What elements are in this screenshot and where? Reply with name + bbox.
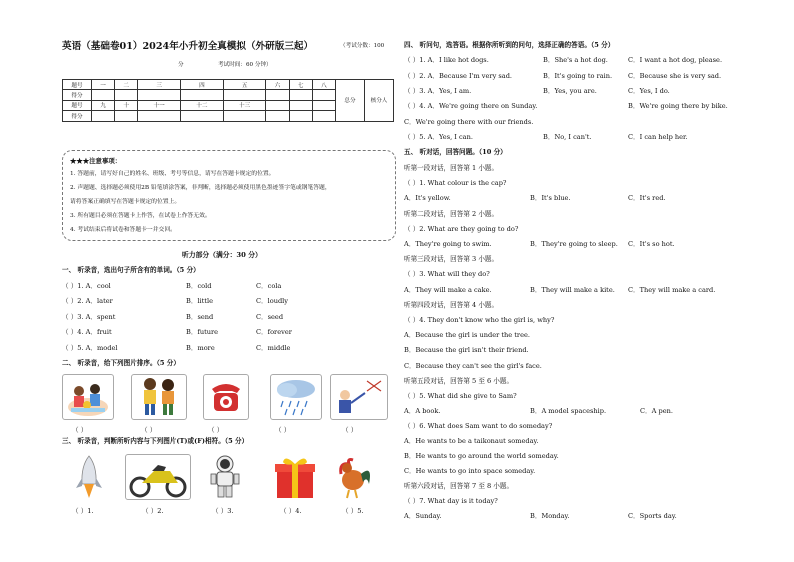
- option[interactable]: C．They will make a card.: [628, 286, 716, 294]
- astronaut-icon: [207, 454, 243, 500]
- sec1-item[interactable]: （ ）1. A．cool: [62, 282, 111, 290]
- sec1-option[interactable]: B．little: [186, 297, 213, 305]
- notes-item: 请将答案正确填写在答题卡规定的位置上。: [70, 199, 181, 205]
- option[interactable]: B．He wants to go around the world someday.: [404, 452, 559, 460]
- col-header: 六: [266, 80, 289, 90]
- col-header: 二: [115, 80, 138, 90]
- sec4-option[interactable]: B．We're going there by bike.: [628, 102, 728, 110]
- sec1-item[interactable]: （ ）3. A．spent: [62, 313, 116, 321]
- tf-bracket[interactable]: （ ）3.: [212, 507, 234, 515]
- dialogue-heading: 听第四段对话，回答第 4 小题。: [404, 301, 499, 309]
- question[interactable]: （ ）5. What did she give to Sam?: [404, 392, 517, 400]
- notes-item: 4. 考试结束后将试卷和答题卡一并交回。: [70, 227, 176, 233]
- score-table: [62, 79, 394, 122]
- option[interactable]: B．They will make a kite.: [530, 286, 615, 294]
- tf-bracket[interactable]: （ ）5.: [342, 507, 364, 515]
- sec1-item[interactable]: （ ）4. A．fruit: [62, 328, 112, 336]
- sec1-option[interactable]: B．send: [186, 313, 214, 321]
- sec1-option[interactable]: C．cola: [256, 282, 282, 290]
- sec3-title: 三、 听录音，判断所听内容与下列图片(T)或(F)相符。（5 分）: [62, 437, 249, 445]
- option[interactable]: C．It's so hot.: [628, 240, 675, 248]
- man-pointing-icon: [330, 374, 388, 420]
- option[interactable]: C．Sports day.: [628, 512, 677, 520]
- score-cell[interactable]: [312, 90, 335, 100]
- row-label: 题号: [63, 100, 92, 110]
- empty-cell: [289, 111, 312, 121]
- dialogue-heading: 听第五段对话，回答第 5 至 6 小题。: [404, 377, 514, 385]
- col-header: 七: [289, 80, 312, 90]
- option[interactable]: B．They're going to sleep.: [530, 240, 618, 248]
- score-cell[interactable]: [92, 90, 115, 100]
- option[interactable]: A．They will make a cake.: [404, 286, 492, 294]
- dialogue-heading: 听第二段对话，回答第 2 小题。: [404, 210, 499, 218]
- col-header: 十二: [181, 100, 224, 110]
- sec4-item[interactable]: （ ）5. A．Yes, I can.: [404, 133, 473, 141]
- sec4-option[interactable]: B．No, I can't.: [543, 133, 592, 141]
- rooster-icon: [331, 454, 375, 500]
- notes-item: 3. 所有题目必须在答题卡上作答，在试卷上作答无效。: [70, 213, 211, 219]
- sec4-option[interactable]: C．I want a hot dog, please.: [628, 56, 723, 64]
- gift-box-icon: [271, 454, 319, 500]
- telephone-icon: [203, 374, 249, 420]
- score-note-unit: 分: [178, 62, 184, 68]
- sec2-title: 二、 听录音，给下列图片排序。（5 分）: [62, 359, 180, 367]
- sec4-option[interactable]: B．It's going to rain.: [543, 72, 613, 80]
- sec4-option[interactable]: C．We're going there with our friends.: [404, 118, 534, 126]
- question[interactable]: （ ）3. What will they do?: [404, 270, 490, 278]
- option[interactable]: B．Because the girl isn't their friend.: [404, 346, 529, 354]
- col-header: 五: [223, 80, 266, 90]
- sec1-option[interactable]: C．middle: [256, 344, 291, 352]
- score-cell[interactable]: [223, 111, 266, 121]
- notes-item: 1. 答题前，请写好自己的姓名、班级、考号等信息，请写在答题卡规定的位置。: [70, 171, 275, 177]
- sec4-option[interactable]: C．Because she is very sad.: [628, 72, 722, 80]
- order-bracket[interactable]: （ ）: [208, 426, 224, 434]
- score-cell[interactable]: [138, 90, 181, 100]
- sec1-option[interactable]: C．forever: [256, 328, 292, 336]
- question[interactable]: （ ）6. What does Sam want to do someday?: [404, 422, 553, 430]
- order-bracket[interactable]: （ ）: [72, 426, 88, 434]
- option[interactable]: C．A pen.: [640, 407, 673, 415]
- kids-walking-icon: [131, 374, 187, 420]
- option[interactable]: A．They're going to swim.: [404, 240, 492, 248]
- order-bracket[interactable]: （ ）: [141, 426, 157, 434]
- children-playing-icon: [62, 374, 114, 420]
- dialogue-heading: 听第三段对话，回答第 3 小题。: [404, 255, 499, 263]
- col-header: 八: [312, 80, 335, 90]
- sec1-option[interactable]: B．cold: [186, 282, 212, 290]
- option[interactable]: A．It's yellow.: [404, 194, 451, 202]
- question[interactable]: （ ）2. What are they going to do?: [404, 225, 519, 233]
- score-cell[interactable]: [181, 111, 224, 121]
- row-label: 题号: [63, 80, 92, 90]
- col-header: 十一: [138, 100, 181, 110]
- score-cell[interactable]: [223, 90, 266, 100]
- empty-cell: [312, 100, 335, 110]
- col-header: 九: [92, 100, 115, 110]
- score-cell[interactable]: [289, 90, 312, 100]
- reviewer-label: 核分人: [365, 80, 394, 122]
- option[interactable]: B．A model spaceship.: [530, 407, 607, 415]
- option[interactable]: C．Because they can't see the girl's face.: [404, 362, 542, 370]
- sec1-title: 一、 听录音，选出句子所含有的单词。（5 分）: [62, 266, 200, 274]
- question[interactable]: （ ）4. They don't know who the girl is, why?: [404, 316, 555, 324]
- score-cell[interactable]: [115, 90, 138, 100]
- score-cell[interactable]: [181, 90, 224, 100]
- notes-title: ★★★注意事项：: [70, 157, 122, 165]
- option[interactable]: B．It's blue.: [530, 194, 571, 202]
- col-header: 一: [92, 80, 115, 90]
- page-title: 英语（基础卷01）2024年小升初全真模拟（外研版三起）: [62, 41, 314, 52]
- option[interactable]: B．Monday.: [530, 512, 570, 520]
- score-cell[interactable]: [138, 111, 181, 121]
- option[interactable]: C．It's red.: [628, 194, 666, 202]
- time-note: 考试时间：60 分钟）: [218, 62, 272, 68]
- sec1-option[interactable]: C．seed: [256, 313, 284, 321]
- score-cell[interactable]: [115, 111, 138, 121]
- row-label: 得分: [63, 111, 92, 121]
- empty-cell: [266, 100, 289, 110]
- empty-cell: [289, 100, 312, 110]
- sec4-item[interactable]: （ ）2. A．Because I'm very sad.: [404, 72, 513, 80]
- empty-cell: [266, 111, 289, 121]
- col-header: 十三: [223, 100, 266, 110]
- sec4-option[interactable]: B．Yes, you are.: [543, 87, 597, 95]
- option[interactable]: A．He wants to be a taikonaut someday.: [404, 437, 539, 445]
- sec4-option[interactable]: C．Yes, I do.: [628, 87, 670, 95]
- sec1-item[interactable]: （ ）5. A．model: [62, 344, 118, 352]
- tf-bracket[interactable]: （ ）4.: [280, 507, 302, 515]
- order-bracket[interactable]: （ ）: [342, 426, 358, 434]
- rocket-icon: [70, 454, 108, 500]
- tf-bracket[interactable]: （ ）2.: [142, 507, 164, 515]
- col-header: 四: [181, 80, 224, 90]
- sec1-option[interactable]: B．more: [186, 344, 215, 352]
- tf-bracket[interactable]: （ ）1.: [72, 507, 94, 515]
- option[interactable]: A．Sunday.: [404, 512, 442, 520]
- sec1-option[interactable]: B．future: [186, 328, 219, 336]
- sec4-item[interactable]: （ ）1. A．I like hot dogs.: [404, 56, 489, 64]
- motorbike-icon: [125, 454, 191, 500]
- option[interactable]: A．A book.: [404, 407, 441, 415]
- score-note: （考试分数：100: [340, 43, 385, 49]
- row-label: 得分: [63, 90, 92, 100]
- col-header: 十: [115, 100, 138, 110]
- score-cell[interactable]: [92, 111, 115, 121]
- score-cell[interactable]: [266, 90, 289, 100]
- listening-title: 听力部分（满分：30 分）: [182, 251, 262, 259]
- dialogue-heading: 听第六段对话，回答第 7 至 8 小题。: [404, 482, 514, 490]
- empty-cell: [312, 111, 335, 121]
- sec4-option[interactable]: B．She's a hot dog.: [543, 56, 608, 64]
- sec4-title: 四、 听问句，选答语。根据你所听到的问句，选择正确的答语。（5 分）: [404, 41, 615, 49]
- sec4-option[interactable]: C．I can help her.: [628, 133, 688, 141]
- sec5-title: 五、 听对话，回答问题。（10 分）: [404, 148, 507, 156]
- sec4-item[interactable]: （ ）4. A．We're going there on Sunday.: [404, 102, 538, 110]
- sec1-item[interactable]: （ ）2. A．later: [62, 297, 113, 305]
- rain-cloud-icon: [270, 374, 322, 420]
- order-bracket[interactable]: （ ）: [275, 426, 291, 434]
- col-header: 三: [138, 80, 181, 90]
- total-label: 总分: [336, 80, 365, 122]
- question[interactable]: （ ）1. What colour is the cap?: [404, 179, 507, 187]
- question[interactable]: （ ）7. What day is it today?: [404, 497, 498, 505]
- notes-item: 2. 声题题、选择题必须使用2B 铅笔填涂答案，非判断，选择题必须使用黑色墨迹签字笔或钢笔答题，: [70, 185, 331, 191]
- option[interactable]: C．He wants to go into space someday.: [404, 467, 536, 475]
- sec1-option[interactable]: C．loudly: [256, 297, 289, 305]
- dialogue-heading: 听第一段对话，回答第 1 小题。: [404, 164, 499, 172]
- option[interactable]: A．Because the girl is under the tree.: [404, 331, 530, 339]
- sec4-item[interactable]: （ ）3. A．Yes, I am.: [404, 87, 472, 95]
